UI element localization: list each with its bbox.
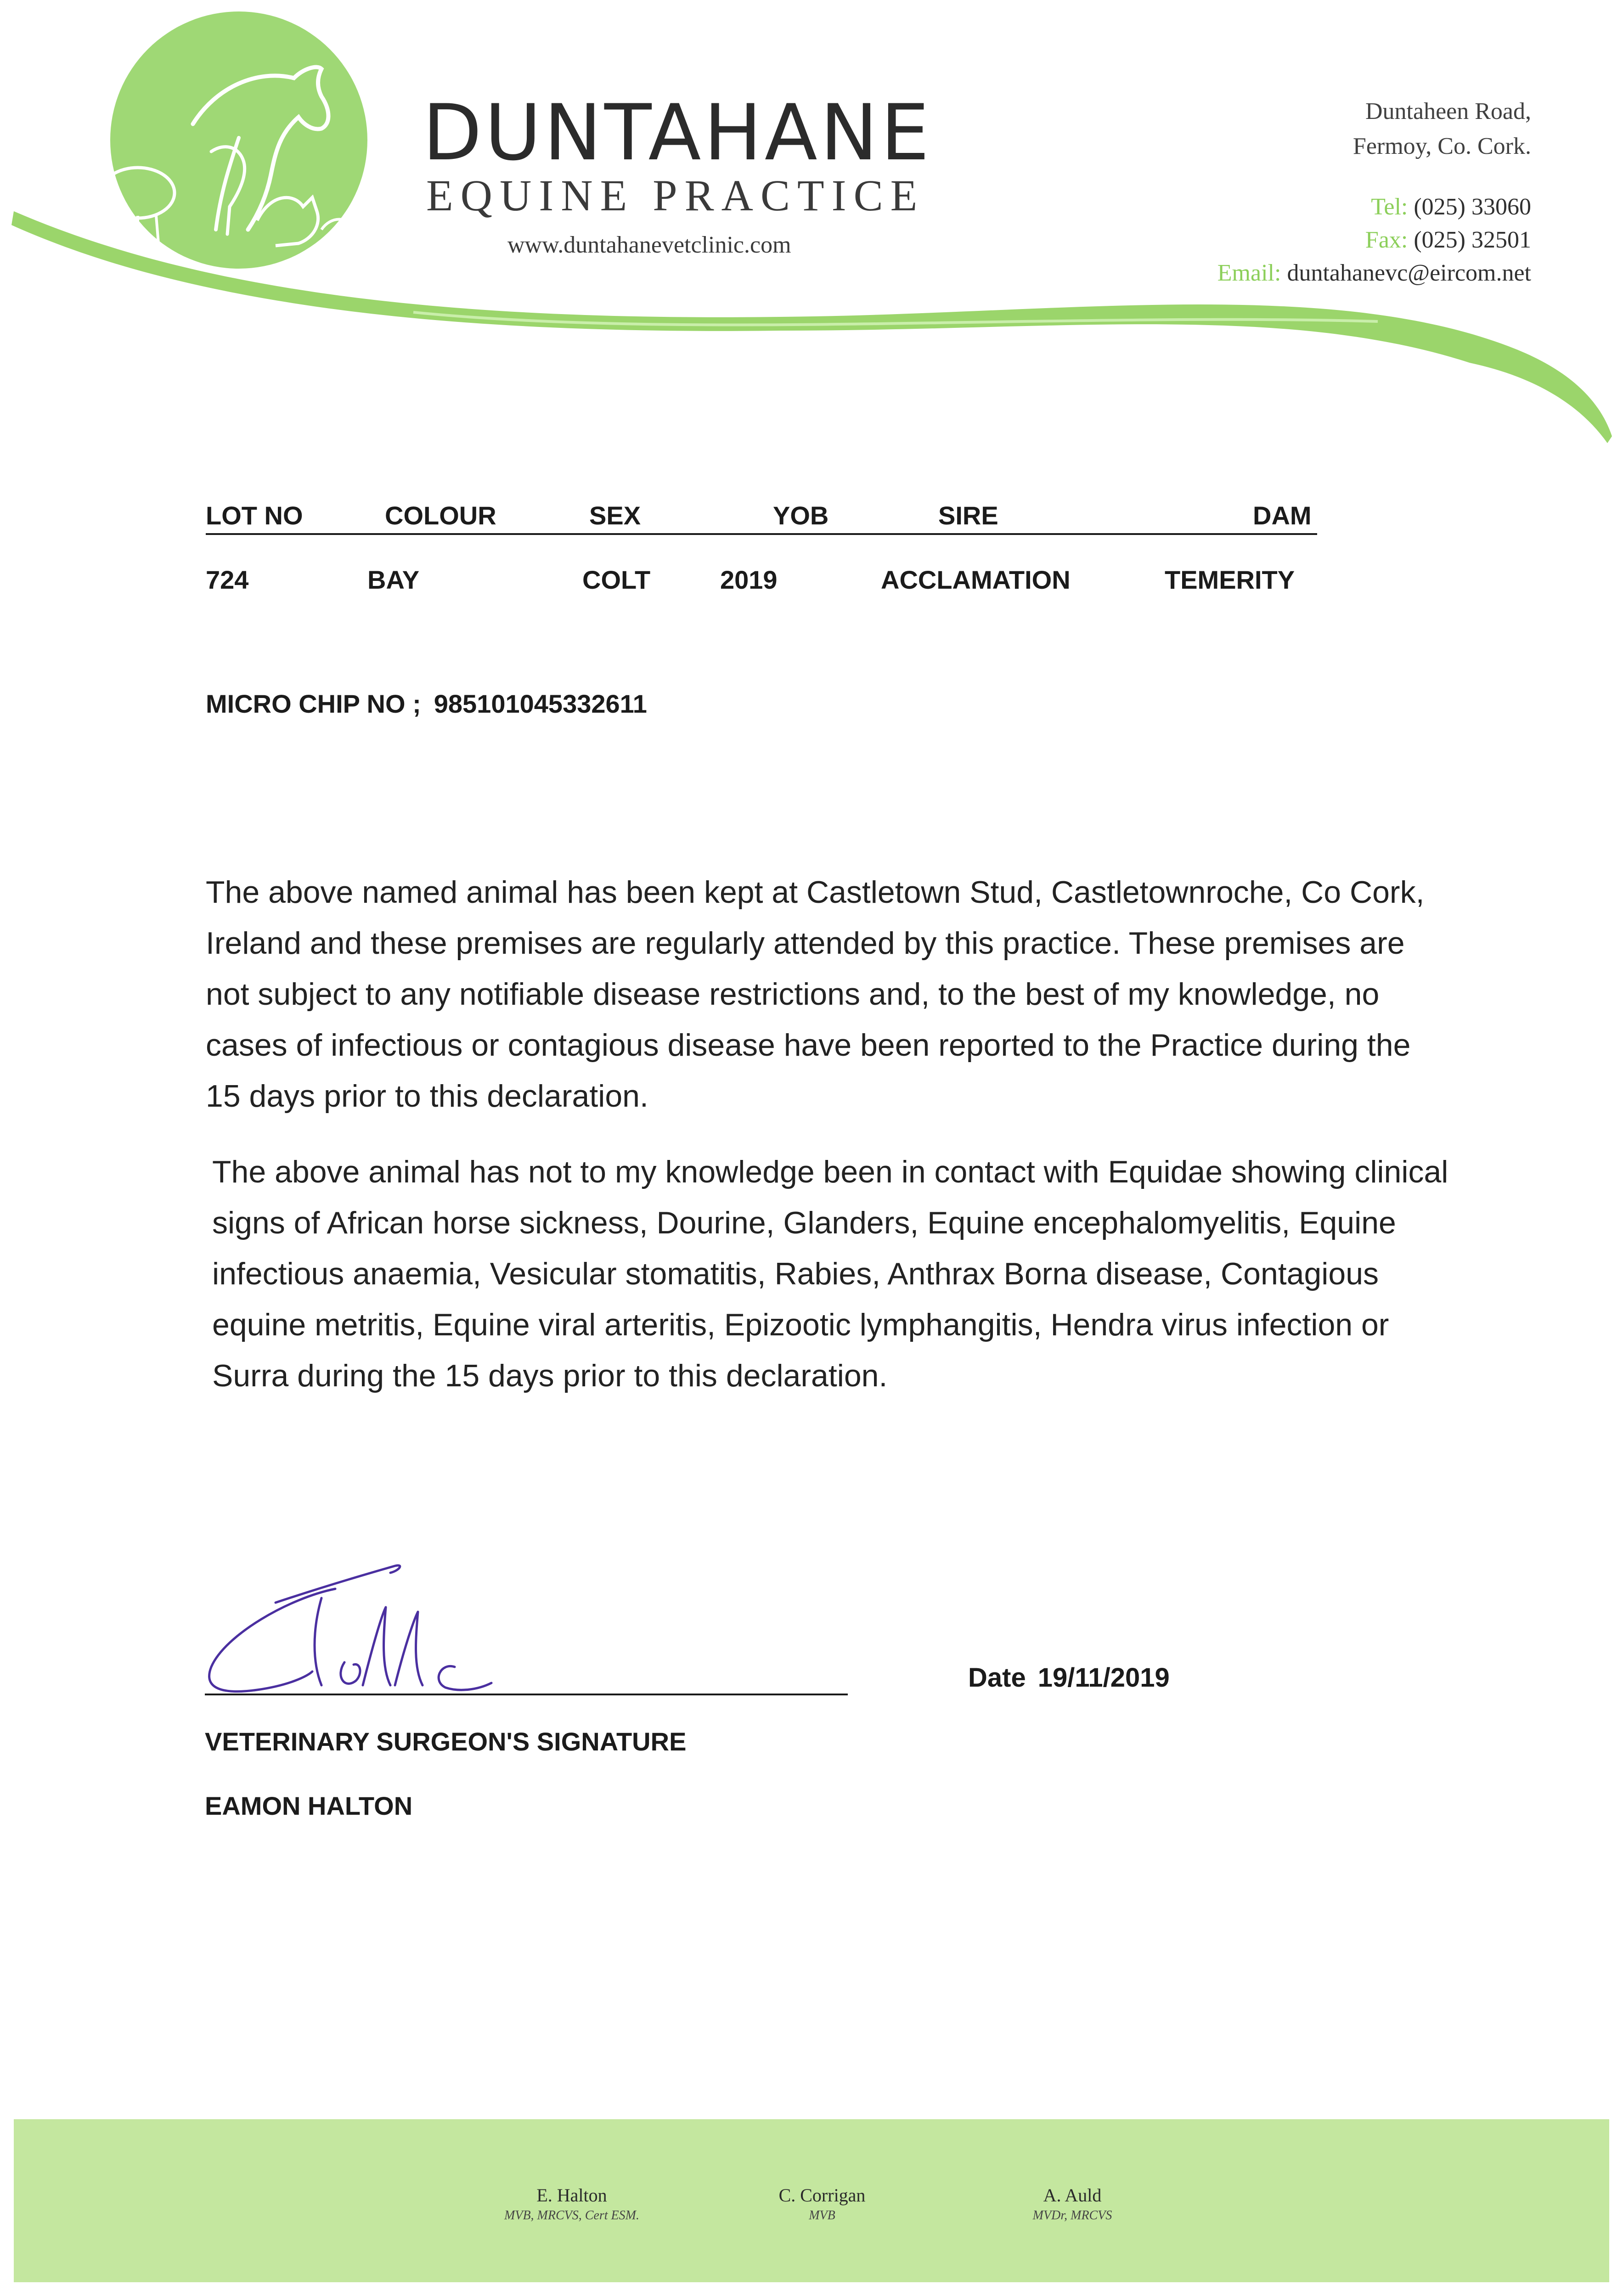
phone-label: Tel: (1371, 194, 1408, 220)
header-dam: DAM (1253, 501, 1312, 530)
practice-website: www.duntahanevetclinic.com (507, 232, 791, 258)
practice-contact (1217, 191, 1531, 290)
signature-label: VETERINARY SURGEON'S SIGNATURE (205, 1727, 687, 1756)
header-yob: YOB (773, 501, 829, 530)
phone-row (1217, 191, 1531, 224)
footer-vet-1 (475, 2183, 668, 2224)
address-line-1: Duntaheen Road, (1365, 98, 1531, 124)
value-colour: BAY (367, 565, 420, 594)
practice-subtitle: EQUINE PRACTICE (426, 171, 925, 220)
value-sire: ACCLAMATION (881, 565, 1071, 594)
date-row (968, 1662, 1170, 1693)
address-line-2: Fermoy, Co. Cork. (1352, 133, 1531, 159)
footer-vet-2-name: C. Corrigan (778, 2185, 866, 2206)
value-dam: TEMERITY (1165, 565, 1295, 594)
practice-address (1353, 94, 1531, 164)
header-sex: SEX (589, 501, 641, 530)
value-sex: COLT (582, 565, 651, 594)
table-header-rule (206, 533, 1317, 535)
footer-vet-1-name: E. Halton (536, 2185, 607, 2206)
footer-vet-3-quals: MVDr, MRCVS (1032, 2208, 1112, 2223)
header-colour: COLOUR (385, 501, 496, 530)
microchip-row (206, 689, 647, 719)
email-row (1217, 257, 1531, 290)
declaration-paragraph-1: The above named animal has been kept at Castletown Stud, Castletownroche, Co Cork, Ireland and these premises are regularly attended by this practice. These premises are not subject to any notifiable disease restrictions and, to the best of my knowledge, no cases of infectious or contagious disease have been reported to the Practice during the 15 days prior to this declaration. (206, 875, 1425, 1114)
value-lot-no: 724 (206, 565, 249, 594)
footer-vet-3-name: A. Auld (1043, 2185, 1102, 2206)
practice-name: DUNTAHANE (423, 88, 932, 178)
value-yob: 2019 (720, 565, 778, 594)
fax-label: Fax: (1365, 227, 1408, 253)
vet-name: EAMON HALTON (205, 1791, 413, 1820)
phone-number: (025) 33060 (1414, 194, 1531, 220)
date-label: Date (968, 1663, 1026, 1693)
fax-row (1217, 224, 1531, 257)
header-lot-no: LOT NO (206, 501, 303, 530)
horse-details-table (206, 503, 1317, 595)
microchip-number: 985101045332611 (434, 689, 647, 718)
declaration-paragraph-2: The above animal has not to my knowledge been in contact with Equidae showing clinical signs of African horse sickness, Dourine, Glanders, Equine encephalomyelitis, Equine infectious anaemia, Vesicular stomatitis, Rabies, Anthrax Borna disease, Contagious equine metritis, Equine viral arteritis, Epizootic lymphangitis, Hendra virus infection or Surra during the 15 days prior to this declaration. (212, 1154, 1448, 1393)
email-address: duntahanevc@eircom.net (1287, 260, 1531, 286)
date-value: 19/11/2019 (1037, 1663, 1170, 1693)
microchip-label: MICRO CHIP NO ; (206, 689, 421, 718)
footer-vet-3 (976, 2183, 1169, 2224)
email-label: Email: (1217, 260, 1281, 286)
footer-vet-1-quals: MVB, MRCVS, Cert ESM. (504, 2208, 639, 2223)
logo-icon (101, 11, 367, 269)
footer-vet-2-quals: MVB (809, 2208, 835, 2223)
fax-number: (025) 32501 (1414, 227, 1531, 253)
header-sire: SIRE (938, 501, 998, 530)
signature-line (205, 1694, 848, 1695)
footer-vet-2 (726, 2183, 919, 2224)
handwritten-signature (197, 1557, 565, 1708)
